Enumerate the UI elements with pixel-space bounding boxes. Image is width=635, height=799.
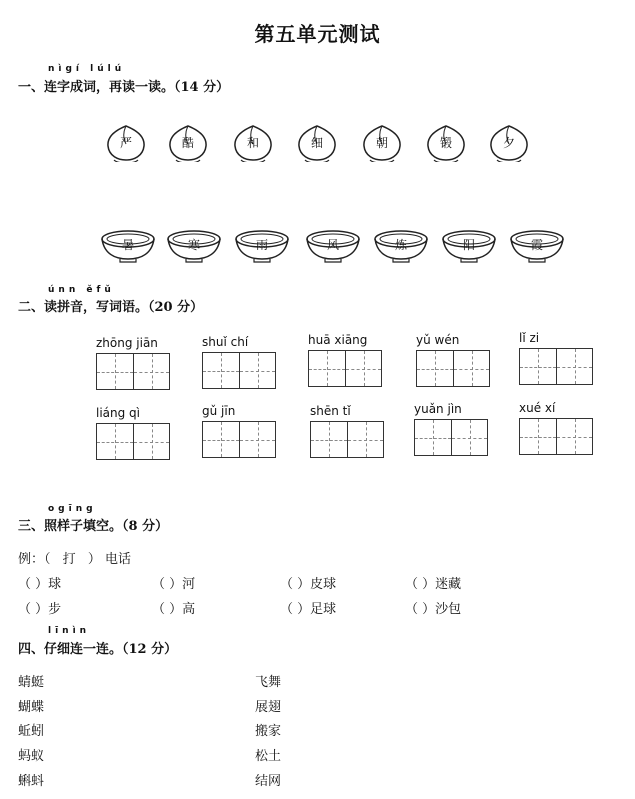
bowl-character: 风 <box>326 238 339 252</box>
writing-box[interactable] <box>519 418 593 455</box>
example-line <box>18 548 131 567</box>
peach-character: 酷 <box>181 136 194 150</box>
bowl-card <box>441 229 497 263</box>
writing-box[interactable] <box>414 419 488 456</box>
match-right-item[interactable]: 结网 <box>255 774 282 789</box>
writing-cell[interactable] <box>453 351 489 386</box>
writing-cell[interactable] <box>556 419 592 454</box>
section1-heading: 一、连字成词，再读一读。（14 分） <box>18 80 230 95</box>
writing-cell[interactable] <box>311 422 347 457</box>
match-left-item[interactable]: 蚂蚁 <box>18 749 45 764</box>
writing-cell[interactable] <box>451 420 487 455</box>
fill-blank-item[interactable]: （ ）高 <box>152 602 196 617</box>
match-left-item[interactable]: 蚯蚓 <box>18 724 45 739</box>
fill-blank-item[interactable]: （ ）皮球 <box>280 577 337 592</box>
match-left-item[interactable]: 蜻蜓 <box>18 675 45 690</box>
bowl-character: 霞 <box>530 238 543 252</box>
word-pinyin: xué xí <box>519 401 556 415</box>
writing-cell[interactable] <box>520 349 556 384</box>
match-left-item[interactable]: 蝌蚪 <box>18 774 45 789</box>
word-pinyin: yuǎn jìn <box>414 402 462 416</box>
section3-heading: 三、照样子填空。（8 分） <box>18 519 169 534</box>
bowl-character: 寒 <box>187 238 200 252</box>
writing-cell[interactable] <box>239 422 275 457</box>
bowl-card <box>305 229 361 263</box>
writing-box[interactable] <box>96 353 170 390</box>
bowl-character: 雨 <box>255 238 268 252</box>
writing-box[interactable] <box>416 350 490 387</box>
section1-pinyin: nìgí lúlú <box>48 64 126 74</box>
word-pinyin: huā xiāng <box>308 333 368 347</box>
fill-blank-item[interactable]: （ ）步 <box>18 602 62 617</box>
fill-blank-item[interactable]: （ ）沙包 <box>405 602 462 617</box>
writing-box[interactable] <box>202 421 276 458</box>
peach-character: 朝 <box>375 136 388 150</box>
example-suffix: ） 电话 <box>87 552 131 567</box>
writing-cell[interactable] <box>345 351 381 386</box>
writing-cell[interactable] <box>415 420 451 455</box>
writing-cell[interactable] <box>520 419 556 454</box>
fill-blank-item[interactable]: （ ）球 <box>18 577 62 592</box>
word-pinyin: liáng qì <box>96 406 141 420</box>
peach-card <box>166 122 210 160</box>
writing-cell[interactable] <box>203 353 239 388</box>
word-pinyin: yǔ wén <box>416 333 460 347</box>
match-left-item[interactable]: 蝴蝶 <box>18 700 45 715</box>
section2-heading: 二、读拼音，写词语。（20 分） <box>18 300 204 315</box>
peach-card <box>295 122 339 160</box>
word-pinyin: shuǐ chí <box>202 335 249 349</box>
word-pinyin: zhōng jiān <box>96 336 158 350</box>
page-title: 第五单元测试 <box>254 22 381 46</box>
peach-character: 严 <box>119 136 132 150</box>
section2-pinyin: únn ěfǔ <box>48 285 115 295</box>
example-word: 打 <box>62 552 76 567</box>
writing-box[interactable] <box>308 350 382 387</box>
writing-box[interactable] <box>310 421 384 458</box>
fill-blank-item[interactable]: （ ）河 <box>152 577 196 592</box>
peach-card <box>487 122 531 160</box>
section4-heading: 四、仔细连一连。（12 分） <box>18 642 178 657</box>
writing-box[interactable] <box>519 348 593 385</box>
peach-character: 细 <box>310 136 323 150</box>
bowl-character: 阳 <box>462 238 475 252</box>
writing-cell[interactable] <box>239 353 275 388</box>
writing-box[interactable] <box>202 352 276 389</box>
peach-card <box>231 122 275 160</box>
match-right-item[interactable]: 松土 <box>255 749 282 764</box>
bowl-card <box>100 229 156 263</box>
word-pinyin: gǔ jīn <box>202 404 236 418</box>
peach-card <box>360 122 404 160</box>
writing-cell[interactable] <box>133 354 169 389</box>
writing-cell[interactable] <box>417 351 453 386</box>
peach-character: 锻 <box>439 136 452 150</box>
match-right-item[interactable]: 展翅 <box>255 700 282 715</box>
bowl-card <box>166 229 222 263</box>
writing-cell[interactable] <box>347 422 383 457</box>
writing-cell[interactable] <box>203 422 239 457</box>
bowl-card <box>373 229 429 263</box>
bowl-card <box>234 229 290 263</box>
writing-cell[interactable] <box>97 424 133 459</box>
peach-card <box>104 122 148 160</box>
word-pinyin: lǐ zi <box>519 331 540 345</box>
word-pinyin: shēn tǐ <box>310 404 351 418</box>
peach-card <box>424 122 468 160</box>
writing-cell[interactable] <box>556 349 592 384</box>
section3-pinyin: ogīng <box>48 504 97 514</box>
writing-cell[interactable] <box>133 424 169 459</box>
match-right-item[interactable]: 搬家 <box>255 724 282 739</box>
writing-cell[interactable] <box>309 351 345 386</box>
bowl-card <box>509 229 565 263</box>
peach-character: 夕 <box>502 136 515 150</box>
match-right-item[interactable]: 飞舞 <box>255 675 282 690</box>
example-prefix: 例：（ <box>18 552 51 567</box>
writing-cell[interactable] <box>97 354 133 389</box>
bowl-character: 炼 <box>394 238 407 252</box>
writing-box[interactable] <box>96 423 170 460</box>
bowl-character: 暑 <box>121 238 134 252</box>
section4-pinyin: līnìn <box>48 626 91 636</box>
fill-blank-item[interactable]: （ ）足球 <box>280 602 337 617</box>
peach-character: 和 <box>246 136 259 150</box>
fill-blank-item[interactable]: （ ）迷藏 <box>405 577 462 592</box>
